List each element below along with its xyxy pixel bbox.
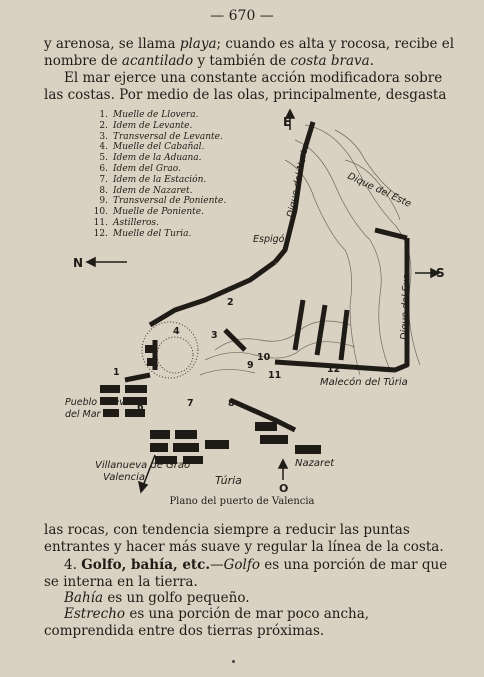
intro-text-4: . [369, 52, 374, 69]
map-number-6: 6 [137, 402, 144, 413]
map-number-4: 4 [173, 326, 180, 337]
estrecho-paragraph [44, 606, 462, 639]
legend-label: Idem de la Aduana. [113, 153, 202, 164]
bahia-paragraph [44, 590, 462, 607]
map-number-11: 11 [268, 370, 282, 381]
legend-label: Astilleros. [113, 217, 159, 228]
map-number-7: 7 [187, 398, 194, 409]
term-acantilado: acantilado [121, 52, 194, 69]
legend-number: 6. [99, 163, 108, 174]
page-mark [232, 660, 235, 663]
legend-label: Muelle del Turia. [113, 228, 192, 239]
port-map [55, 100, 445, 495]
legend-number: 10. [93, 207, 108, 218]
map-number-1: 1 [113, 367, 120, 378]
legend-label: Muelle del Cabañal. [113, 142, 205, 153]
pueblo-nuevo-label-1: Pueblo Nuevo [65, 397, 131, 408]
legend-number: 1. [99, 110, 108, 120]
bahia-definition: es un golfo pequeño. [103, 590, 250, 606]
golfo-paragraph [44, 557, 462, 590]
legend-number: 5. [99, 153, 108, 164]
legend-number: 7. [99, 174, 108, 185]
intro-text-3: y también de [193, 52, 291, 69]
legend-label: Transversal de Poniente. [113, 196, 227, 207]
term-golfo: Golfo [223, 557, 260, 573]
compass-s-label: S [436, 266, 445, 280]
map-caption: Plano del puerto de Valencia [169, 496, 315, 507]
dique-sur-label: Dique del Sur [399, 275, 413, 341]
section-number: 4. [64, 557, 77, 573]
golfo-definition: es una porción de mar que se interna en la tierra. [44, 557, 448, 590]
intro-text-2: ; cuando es alta y rocosa, recibe el nombre de [44, 36, 455, 69]
villanueva-label-1: Villanueva de Grao [95, 460, 191, 471]
legend-label: Muelle de Llovera. [113, 110, 199, 120]
erosion-continuation: las rocas, con tendencia siempre a reducir las puntas entrantes y hacer más suave y regular la línea de la costa. [44, 522, 444, 555]
map-number-9: 9 [247, 360, 254, 371]
turia-label: Túria [215, 474, 242, 487]
nazaret-label: Nazaret [295, 458, 335, 469]
map-number-2: 2 [227, 297, 234, 308]
legend-number: 9. [99, 196, 108, 207]
estrecho-definition: es una porción de mar poco ancha, comprendida entre dos tierras próximas. [44, 606, 370, 639]
dique-norte-label: Dique del Norte [285, 143, 312, 219]
villanueva-label-2: Valencia [103, 472, 146, 483]
map-labels [65, 115, 445, 495]
legend-label: Idem del Grao. [113, 163, 181, 174]
intro-paragraph [44, 36, 462, 69]
compass-e-label: E [283, 115, 292, 129]
term-bahia: Bahía [64, 590, 104, 606]
term-playa: playa [179, 36, 217, 52]
espigon-label: Espigón [253, 234, 291, 245]
map-number-10: 10 [257, 352, 271, 363]
compass-arrows [87, 110, 439, 492]
legend-number: 3. [99, 131, 108, 142]
legend-number: 2. [99, 120, 108, 131]
pueblo-nuevo-label-2: del Mar [65, 409, 101, 420]
map-number-5: 5 [152, 360, 159, 371]
heading-dash: — [210, 557, 224, 573]
malecon-label: Malecón del Túria [320, 377, 408, 388]
legend-number: 4. [99, 142, 108, 153]
term-estrecho: Estrecho [64, 606, 126, 622]
legend-number: 12. [93, 228, 108, 239]
map-number-8: 8 [228, 398, 235, 409]
intro-text-1: y arenosa, se llama [44, 36, 180, 52]
legend-number: 8. [99, 185, 108, 196]
legend-label: Transversal de Levante. [113, 131, 223, 142]
erosion-paragraph: El mar ejerce una constante acción modificadora sobre las costas. Por medio de las olas, principalmente, desgasta [44, 70, 447, 103]
legend-label: Idem de Levante. [113, 120, 193, 131]
map-numbers [113, 297, 340, 413]
map-number-3: 3 [211, 330, 218, 341]
compass-n-label: N [73, 256, 84, 270]
legend-label: Idem de la Estación. [113, 174, 207, 185]
legend-label: Muelle de Poniente. [113, 207, 204, 218]
page-number: — 670 — [210, 8, 274, 24]
compass-o-label: O [279, 482, 289, 495]
section-heading: Golfo, bahía, etc. [81, 557, 211, 573]
legend-label: Idem de Nazaret. [113, 185, 193, 196]
term-costa-brava: costa brava [290, 52, 370, 69]
dique-este-label: Dique del Este [345, 170, 413, 210]
legend-number: 11. [93, 217, 108, 228]
map-number-12: 12 [327, 364, 341, 375]
